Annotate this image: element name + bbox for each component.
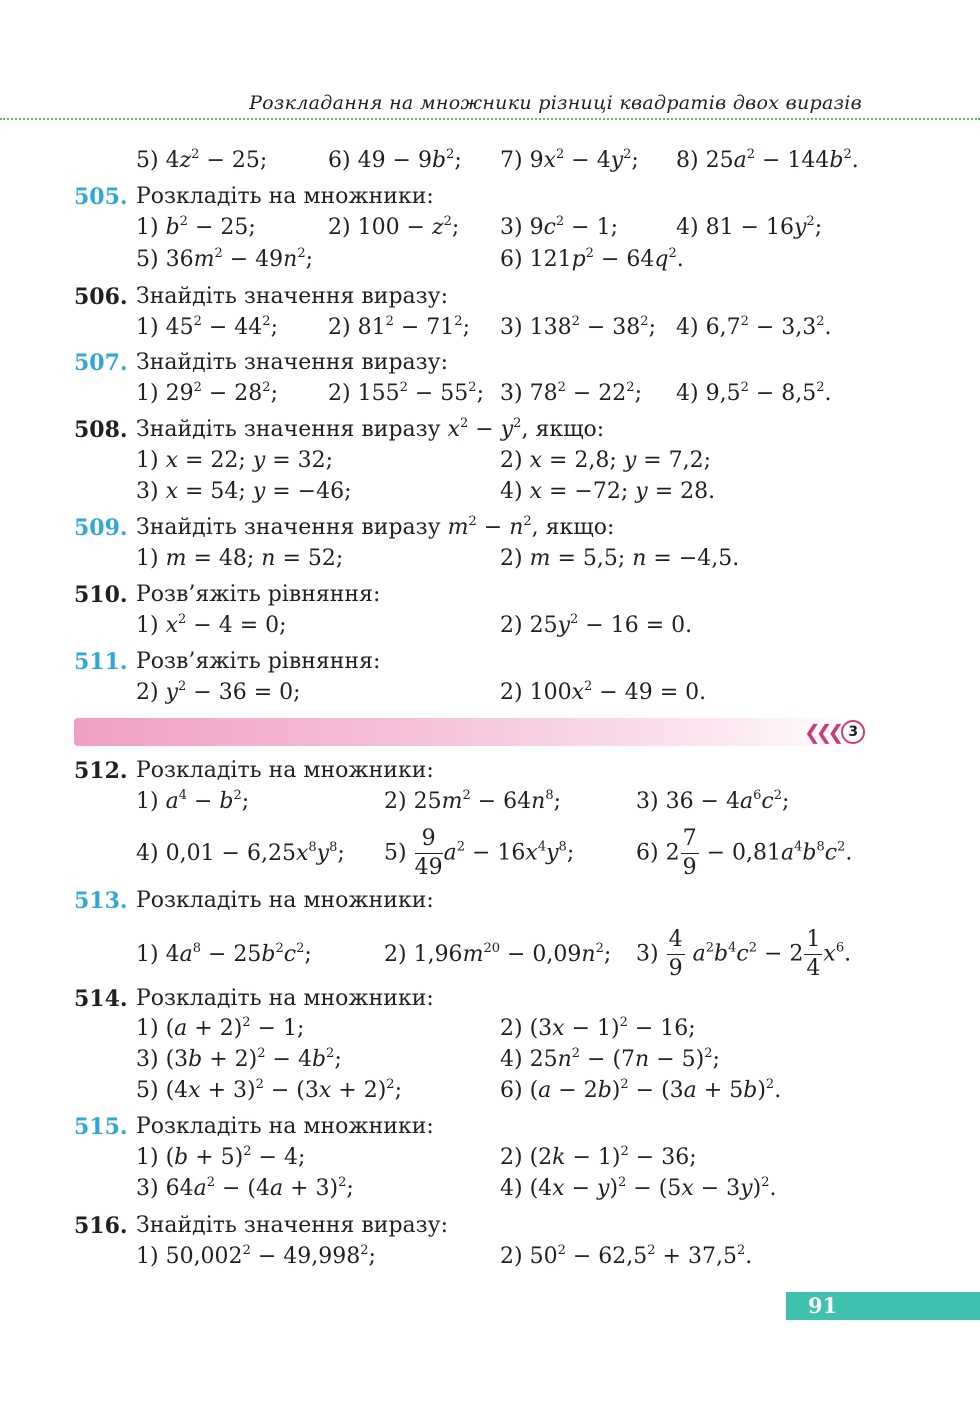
exercise-prompt: Розкладіть на множники: <box>136 1114 434 1139</box>
exercise-prompt: Знайдіть значення виразу <box>136 515 441 540</box>
exercise-prompt: Знайдіть значення виразу <box>136 417 441 442</box>
exercise-number: 514. <box>74 986 128 1012</box>
exercise-prompt: Розв’яжіть рівняння: <box>136 582 381 607</box>
exercise-number: 509. <box>74 515 128 541</box>
exercise-prompt-tail: , якщо: <box>521 417 605 442</box>
exercise-prompt: Розкладіть на множники: <box>136 986 434 1011</box>
exercise-prompt-tail: , якщо: <box>531 515 615 540</box>
exercise-number: 507. <box>74 350 128 376</box>
fraction: $\frac{1}{4}$ <box>806 927 821 981</box>
page-number: 91 <box>808 1293 838 1318</box>
exercise-number: 513. <box>74 888 128 914</box>
exercise-number: 510. <box>74 582 128 608</box>
exercise-prompt: Знайдіть значення виразу: <box>136 350 449 375</box>
level-number: 3 <box>841 720 865 744</box>
exercise-prompt: Розкладіть на множники: <box>136 888 434 913</box>
exercise-number: 508. <box>74 417 128 443</box>
exercise-number: 505. <box>74 184 128 210</box>
fraction: $\frac{9}{49}$ <box>414 826 443 880</box>
exercise-number: 512. <box>74 758 128 784</box>
exercise-number: 511. <box>74 649 128 675</box>
exercise-number: 515. <box>74 1114 128 1140</box>
exercise-prompt: Знайдіть значення виразу: <box>136 284 449 309</box>
exercise-prompt: Розв’яжіть рівняння: <box>136 649 381 674</box>
difficulty-band <box>74 718 858 746</box>
fraction: $\frac{7}{9}$ <box>682 826 697 880</box>
running-header: Розкладання на множники різниці квадратів двох виразів <box>249 92 862 114</box>
header-divider <box>0 118 980 120</box>
exercise-prompt: Розкладіть на множники: <box>136 184 434 209</box>
exercise-number: 516. <box>74 1213 128 1239</box>
fraction: $\frac{4}{9}$ <box>668 927 683 981</box>
exercise-prompt: Розкладіть на множники: <box>136 758 434 783</box>
exercise-prompt: Знайдіть значення виразу: <box>136 1213 449 1238</box>
page-number-bar <box>786 1292 980 1320</box>
difficulty-level-badge <box>804 720 865 744</box>
exercise-number: 506. <box>74 284 128 310</box>
chevrons-icon: ❮❮❮ <box>804 720 840 744</box>
